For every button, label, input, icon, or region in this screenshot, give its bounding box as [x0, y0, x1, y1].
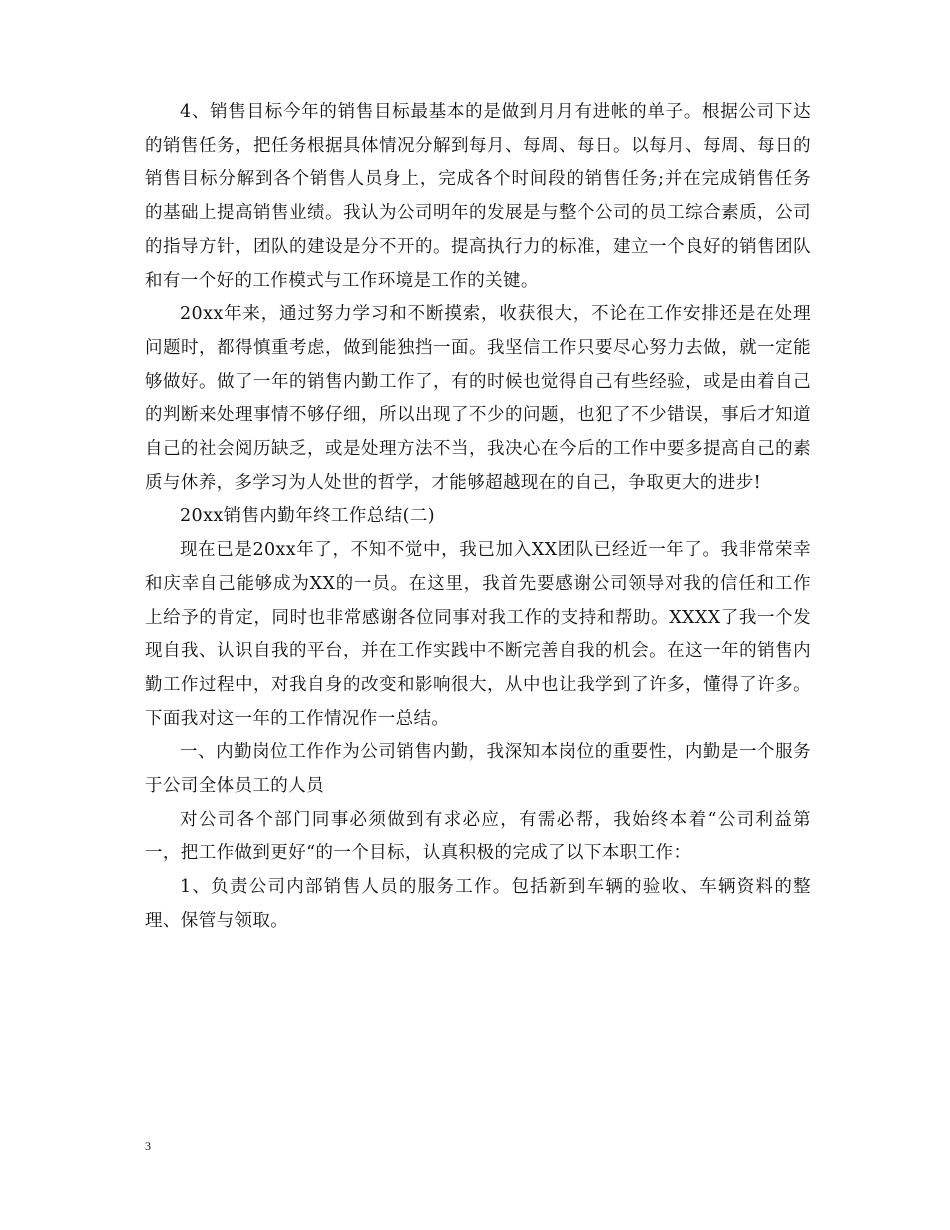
paragraph-year-review: 20xx年来，通过努力学习和不断摸索，收获很大，不论在工作安排还是在处理问题时，都得慎重考虑，做到能独挡一面。我坚信工作只要尽心努力去做，就一定能够做好。做了一年的销售内勤工作了，有的时候也觉得自己有些经验，或是由着自己的判断来处理事情不够仔细，所以出现了不少的问题，也犯了不少错误，事后才知道自己的社会阅历缺乏，或是处理方法不当，我决心在今后的工作中要多提高自己的素质与休养，多学习为人处世的哲学，才能够超越现在的自己，争取更大的进步! [145, 304, 811, 493]
paragraph-sales-target: 4、销售目标今年的销售目标最基本的是做到月月有进帐的单子。根据公司下达的销售任务，把任务根据具体情况分解到每月、每周、每日。以每月、每周、每日的销售目标分解到各个销售人员身上，完成各个时间段的销售任务;并在完成销售任务的基础上提高销售业绩。我认为公司明年的发展是与整个公司的员工综合素质，公司的指导方针，团队的建设是分不开的。提高执行力的标准，建立一个良好的销售团队和有一个好的工作模式与工作环境是工作的关键。 [145, 102, 811, 291]
paragraph-duty-one: 1、负责公司内部销售人员的服务工作。包括新到车辆的验收、车辆资料的整理、保管与领取。 [145, 877, 811, 931]
paragraph-introduction: 现在已是20xx年了，不知不觉中，我已加入XX团队已经近一年了。我非常荣幸和庆幸自己能够成为XX的一员。在这里，我首先要感谢公司领导对我的信任和工作上给予的肯定，同时也非常感谢各位同事对我工作的支持和帮助。XXXX了我一个发现自我、认识自我的平台，并在工作实践中不断完善自我的机会。在这一年的销售内勤工作过程中，对我自身的改变和影响很大，从中也让我学到了许多，懂得了许多。下面我对这一年的工作情况作一总结。 [145, 540, 811, 729]
document-body [145, 96, 811, 939]
section-heading: 20xx销售内勤年终工作总结(二) [180, 506, 435, 527]
page-number: 3 [145, 1139, 151, 1153]
paragraph-office-role: 一、内勤岗位工作作为公司销售内勤，我深知本岗位的重要性，内勤是一个服务于公司全体员工的人员 [145, 742, 811, 797]
paragraph-service-attitude: 对公司各个部门同事必须做到有求必应，有需必帮，我始终本着“公司利益第一，把工作做到更好“的一个目标，认真积极的完成了以下本职工作： [145, 809, 811, 864]
